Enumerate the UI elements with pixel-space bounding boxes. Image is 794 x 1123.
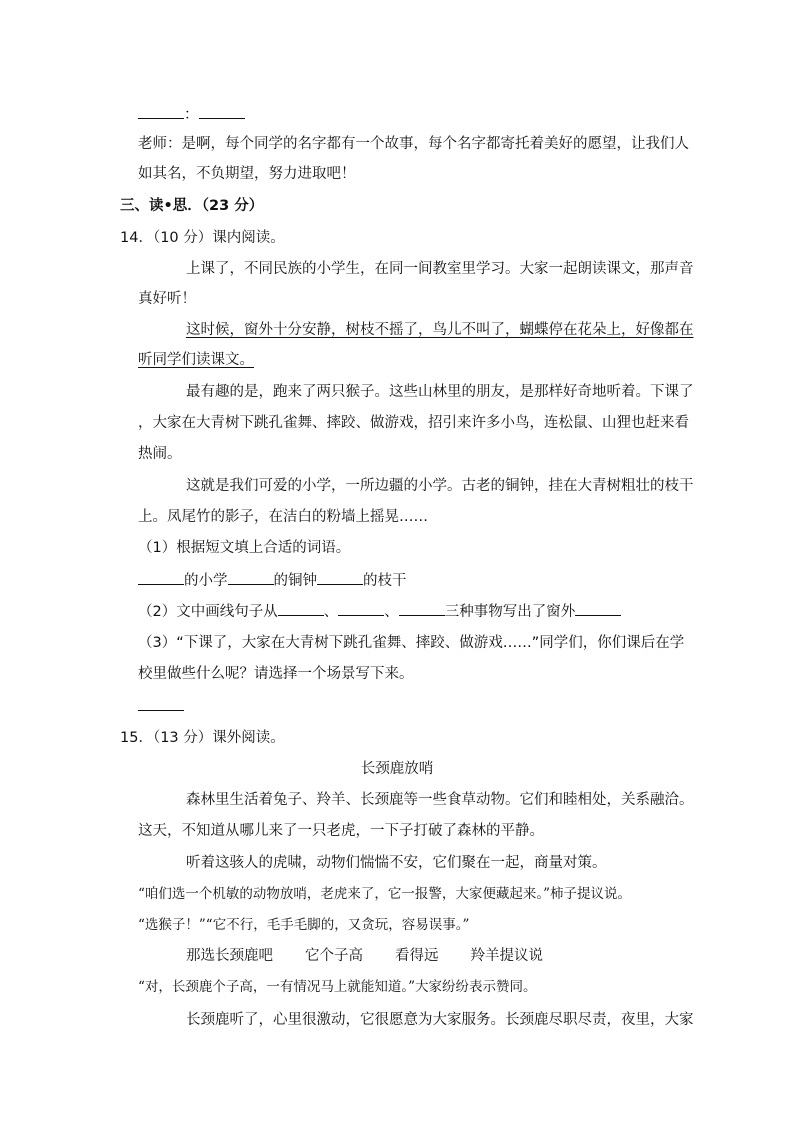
q15-p3: 长颈鹿听了，心里很激动，它很愿意为大家服务。长颈鹿尽职尽责，夜里，大家 [186,1012,694,1028]
q15-p1-b: 这天，不知道从哪儿来了一只老虎，一下子打破了森林的平静。 [138,823,544,839]
q15-p2: 听着这骇人的虎啸，动物们惴惴不安，它们聚在一起，商量对策。 [186,855,607,871]
blank[interactable] [138,104,184,119]
q14-p1-b: 真好听！ [138,291,196,307]
q14-sub3-answer [138,696,184,717]
teacher-line-1: 老师：是啊，每个同学的名字都有一个故事，每个名字都寄托着美好的愿望，让我们人 [138,136,689,152]
blank[interactable] [317,570,363,585]
q15-heading: 15．（13 分）课外阅读。 [120,730,285,746]
q14-underlined-b: 听同学们读课文。 [138,352,254,368]
blank[interactable] [228,570,274,585]
blank[interactable] [138,696,184,711]
blank[interactable] [575,601,621,616]
colon: ： [184,107,199,123]
q14-p3-c: 热闹。 [138,446,182,462]
q14-p4-b: 上。凤尾竹的影子，在洁白的粉墙上摇晃…… [138,509,428,525]
blank[interactable] [338,601,384,616]
q14-sub3-a: （3）“下课了，大家在大青树下跳孔雀舞、摔跤、做游戏……”同学们，你们课后在学 [138,635,685,651]
q14-sub3-b: 校里做些什么呢？请选择一个场景写下来。 [138,666,414,682]
answer-line-top [138,104,245,125]
q14-sub1: （1）根据短文填上合适的词语。 [138,540,351,556]
q15-quote-2: “选猴子！”“它不行，毛手毛脚的，又贪玩，容易误事。” [138,917,470,933]
q14-p1-a: 上课了，不同民族的小学生，在同一间教室里学习。大家一起朗读课文，那声音 [186,261,694,277]
q14-heading: 14．（10 分）课内阅读。 [120,230,285,246]
story-title: 长颈鹿放哨 [360,761,434,777]
blank[interactable] [278,601,324,616]
blank[interactable] [199,104,245,119]
q14-p3-a: 最有趣的是，跑来了两只猴子。这些山林里的朋友，是那样好奇地听着。下课了 [186,384,694,400]
q14-sub1-fill: 的小学 的铜钟 的枝干 [138,570,407,591]
q15-quote-1: “咱们选一个机敏的动物放哨，老虎来了，它一报警，大家便藏起来。”柿子提议说。 [138,886,632,902]
blank[interactable] [399,601,445,616]
teacher-line-2: 如其名，不负期望，努力进取吧！ [138,166,356,182]
q15-p1-a: 森林里生活着兔子、羚羊、长颈鹿等一些食草动物。它们和睦相处，关系融洽。 [186,792,694,808]
section-heading: 三、读•思．（23 分） [120,198,264,214]
q15-fragments: 那选长颈鹿吧 它个子高 看得远 羚羊提议说 [186,948,543,964]
q15-quote-3: “对，长颈鹿个子高，一有情况马上就能知道。”大家纷纷表示赞同。 [138,979,537,995]
q14-underlined-a: 这时候，窗外十分安静，树枝不摇了，鸟儿不叫了，蝴蝶停在花朵上，好像都在 [186,322,694,338]
blank[interactable] [138,570,184,585]
q14-p3-b: ，大家在大青树下跳孔雀舞、摔跤、做游戏，招引来许多小鸟，连松鼠、山狸也赶来看 [138,415,689,431]
q14-sub2: （2）文中画线句子从 、 、 三种事物写出了窗外 [138,601,621,622]
q14-p4-a: 这就是我们可爱的小学，一所边疆的小学。古老的铜钟，挂在大青树粗壮的枝干 [186,478,694,494]
